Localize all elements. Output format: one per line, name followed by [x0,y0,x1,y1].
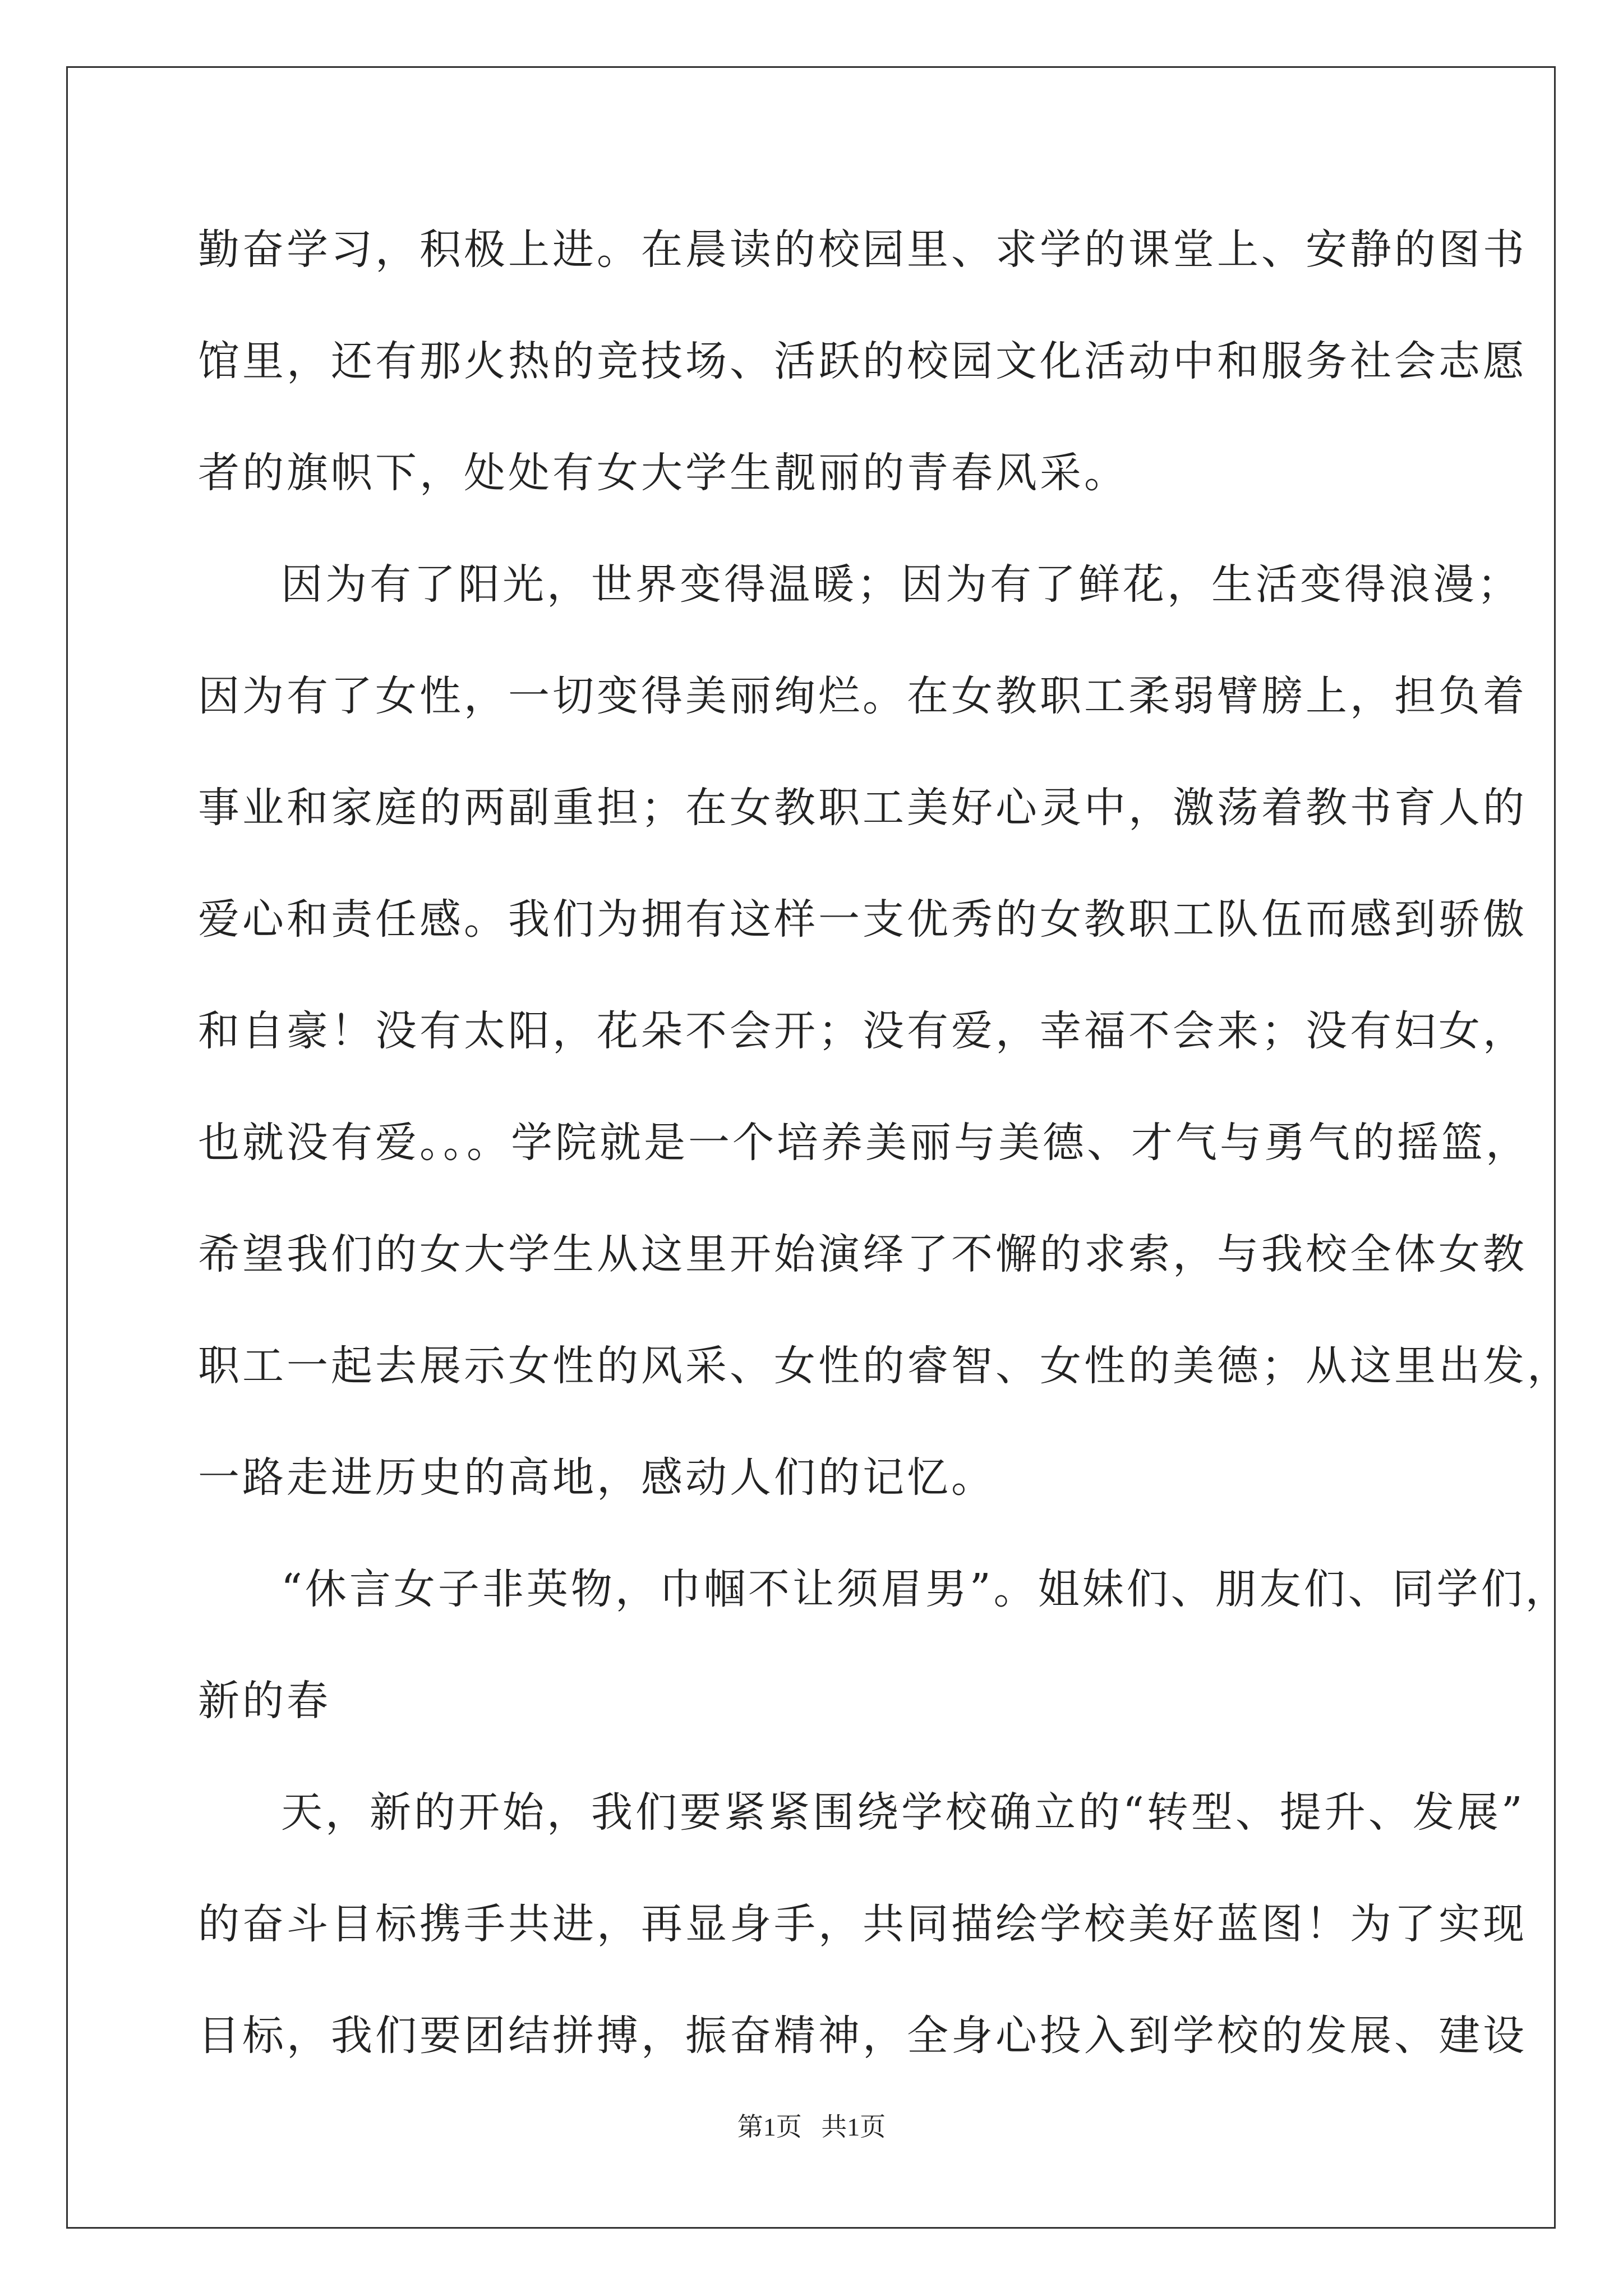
page-number: 第1页 共1页 [737,2113,886,2141]
text-line: 者的旗帜下，处处有女大学生靓丽的青春风采。 [198,449,1128,497]
text-line: 爱心和责任感。我们为拥有这样一支优秀的女教职工队伍而感到骄傲 [198,895,1527,944]
text-line: 和自豪！没有太阳，花朵不会开；没有爱，幸福不会来；没有妇女， [198,1007,1527,1055]
text-line: 新的春 [198,1677,331,1725]
text-line: 天，新的开始，我们要紧紧围绕学校确立的“转型、提升、发展” [281,1788,1525,1837]
text-line: 的奋斗目标携手共进，再显身手，共同描绘学校美好蓝图！为了实现 [198,1900,1527,1948]
text-line: 也就没有爱。。。学院就是一个培养美丽与美德、才气与勇气的摇篮， [198,1119,1530,1167]
text-line: 馆里，还有那火热的竞技场、活跃的校园文化活动中和服务社会志愿 [198,337,1527,385]
text-line: 事业和家庭的两副重担；在女教职工美好心灵中，激荡着教书育人的 [198,784,1527,832]
text-line: 目标，我们要团结拼搏，振奋精神，全身心投入到学校的发展、建设 [198,2012,1527,2060]
text-line: 因为有了阳光，世界变得温暖；因为有了鲜花，生活变得浪漫； [281,560,1521,609]
text-line: 希望我们的女大学生从这里开始演绎了不懈的求索，与我校全体女教 [198,1230,1527,1278]
text-line: 职工一起去展示女性的风采、女性的睿智、女性的美德；从这里出发， [198,1342,1571,1390]
document-body [198,216,1571,2114]
text-line: 勤奋学习，积极上进。在晨读的校园里、求学的课堂上、安静的图书 [198,226,1527,274]
text-line: “休言女子非英物，巾帼不让须眉男”。姐妹们、朋友们、同学们， [281,1565,1570,1613]
text-line: 因为有了女性，一切变得美丽绚烂。在女教职工柔弱臂膀上，担负着 [198,672,1527,720]
text-line: 一路走进历史的高地，感动人们的记忆。 [198,1453,995,1502]
